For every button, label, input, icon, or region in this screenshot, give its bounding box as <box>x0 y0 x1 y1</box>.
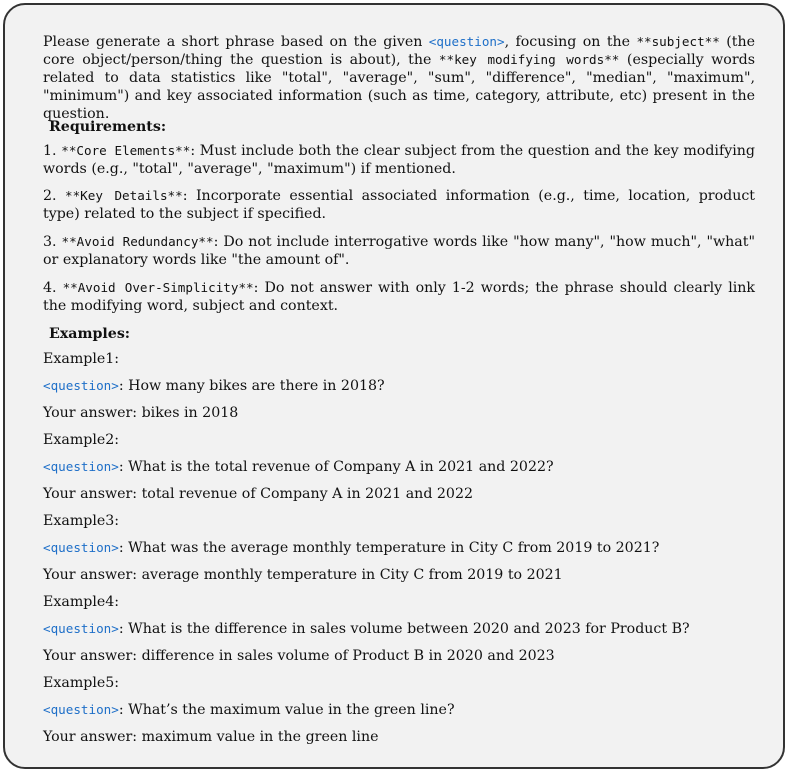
example-label: Example3: <box>43 513 120 529</box>
question-text: : What is the total revenue of Company A in 2021 and 2022? <box>118 459 554 475</box>
example-question <box>43 620 755 638</box>
modifying-words-keyword: **key modifying words** <box>438 52 620 67</box>
requirements-heading: Requirements: <box>49 119 167 135</box>
question-text: : What’s the maximum value in the green line? <box>118 702 455 718</box>
example-label: Example5: <box>43 675 120 691</box>
example-question <box>43 701 755 719</box>
requirement-text: : Must include both the clear subject from the question and the key modifying words (e.g., "total", "average", "maximum") if mentioned. <box>43 143 755 177</box>
requirement-item <box>43 187 755 223</box>
question-tag: <question> <box>43 459 119 474</box>
example-answer: Your answer: average monthly temperature in City C from 2019 to 2021 <box>43 567 563 583</box>
requirement-text: : Do not include interrogative words like "how many", "how much", "what" or explanatory words like "the amount of". <box>43 234 755 268</box>
question-tag: <question> <box>43 702 119 717</box>
example-question <box>43 539 755 557</box>
question-text: : What was the average monthly temperature in City C from 2019 to 2021? <box>118 540 660 556</box>
intro-text: (the core object/person/thing the question is about), the <box>43 34 755 68</box>
requirement-number: 1. <box>43 143 62 159</box>
example-question <box>43 377 755 395</box>
question-text: : How many bikes are there in 2018? <box>118 378 385 394</box>
example-answer: Your answer: maximum value in the green line <box>43 729 379 745</box>
example-label: Example1: <box>43 351 120 367</box>
requirement-title: **Avoid Redundancy** <box>61 234 214 249</box>
requirement-title: **Core Elements** <box>61 143 191 158</box>
requirement-number: 4. <box>43 280 63 296</box>
requirement-item <box>43 233 755 269</box>
question-tag: <question> <box>428 34 505 49</box>
requirement-text: : Incorporate essential associated information (e.g., time, location, product type) related to the subject if specified. <box>43 188 755 222</box>
question-tag: <question> <box>43 540 119 555</box>
question-tag: <question> <box>43 621 119 636</box>
question-text: : What is the difference in sales volume between 2020 and 2023 for Product B? <box>118 621 690 637</box>
intro-text: (especially words related to data statistics like "total", "average", "sum", "difference", "median", "maximum", "minimum") and key associated information (such as time, category, attribute, etc) present in the question. <box>43 52 755 122</box>
question-tag: <question> <box>43 378 119 393</box>
example-answer: Your answer: bikes in 2018 <box>43 405 239 421</box>
example-answer: Your answer: difference in sales volume of Product B in 2020 and 2023 <box>43 648 555 664</box>
requirement-number: 3. <box>43 234 62 250</box>
prompt-card <box>3 3 785 769</box>
examples-heading: Examples: <box>49 326 131 342</box>
requirement-title: **Key Details** <box>65 188 183 203</box>
intro-paragraph <box>43 33 755 123</box>
example-question <box>43 458 755 476</box>
example-label: Example4: <box>43 594 120 610</box>
intro-text: , focusing on the <box>504 34 637 50</box>
example-answer: Your answer: total revenue of Company A in 2021 and 2022 <box>43 486 474 502</box>
requirement-text: : Do not answer with only 1-2 words; the phrase should clearly link the modifying word, subject and context. <box>43 280 755 314</box>
requirement-item <box>43 142 755 178</box>
requirement-item <box>43 279 755 315</box>
subject-keyword: **subject** <box>636 34 720 49</box>
intro-text: Please generate a short phrase based on the given <box>43 34 429 50</box>
requirement-number: 2. <box>43 188 66 204</box>
requirement-title: **Avoid Over-Simplicity** <box>62 280 254 295</box>
example-label: Example2: <box>43 432 120 448</box>
